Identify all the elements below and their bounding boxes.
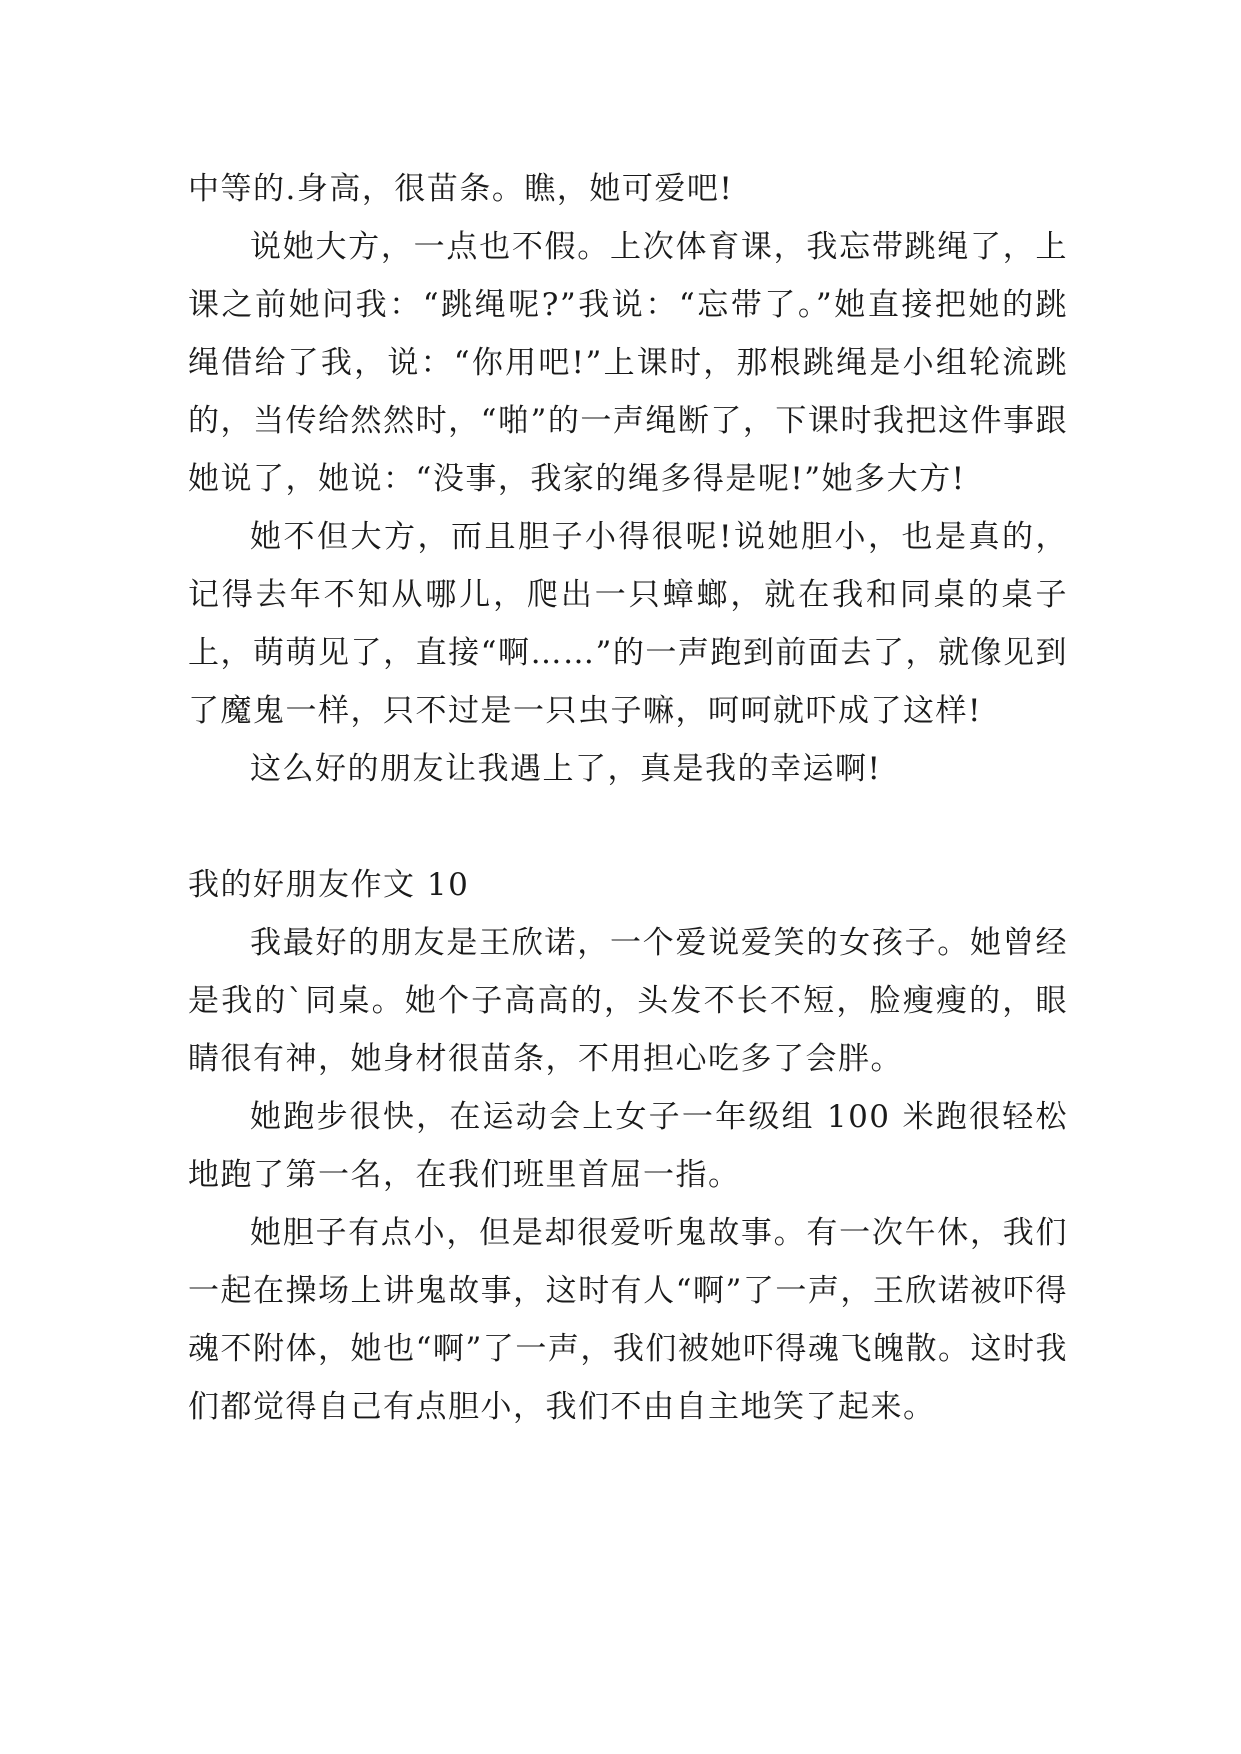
paragraph-running: 她跑步很快，在运动会上女子一年级组 100 米跑很轻松地跑了第一名，在我们班里首屈一指。 [188,1099,1068,1193]
paragraph-lucky: 这么好的朋友让我遇上了，真是我的幸运啊! [250,751,882,787]
paragraph-ghost-stories: 她胆子有点小，但是却很爱听鬼故事。有一次午休，我们一起在操场上讲鬼故事，这时有人“啊”了一声，王欣诺被吓得魂不附体，她也“啊”了一声，我们被她吓得魂飞魄散。这时我们都觉得自己有点胆小，我们不由自主地笑了起来。 [188,1215,1068,1425]
paragraph-generous: 说她大方，一点也不假。上次体育课，我忘带跳绳了，上课之前她问我：“跳绳呢?”我说：“忘带了。”她直接把她的跳绳借给了我，说：“你用吧!”上课时，那根跳绳是小组轮流跳的，当传给然然时，“啪”的一声绳断了，下课时我把这件事跟她说了，她说：“没事，我家的绳多得是呢!”她多大方! [188,229,1068,497]
essay-10-title: 我的好朋友作文 10 [188,867,470,903]
paragraph-timid: 她不但大方，而且胆子小得很呢!说她胆小，也是真的，记得去年不知从哪儿，爬出一只蟑螂，就在我和同桌的桌子上，萌萌见了，直接“啊……”的一声跑到前面去了，就像见到了魔鬼一样，只不过是一只虫子嘛，呵呵就吓成了这样! [188,519,1068,729]
paragraph-best-friend: 我最好的朋友是王欣诺，一个爱说爱笑的女孩子。她曾经是我的`同桌。她个子高高的，头发不长不短，脸瘦瘦的，眼睛很有神，她身材很苗条，不用担心吃多了会胖。 [188,925,1068,1077]
document-body [188,160,1068,1436]
paragraph-continued: 中等的.身高，很苗条。瞧，她可爱吧! [188,171,734,207]
